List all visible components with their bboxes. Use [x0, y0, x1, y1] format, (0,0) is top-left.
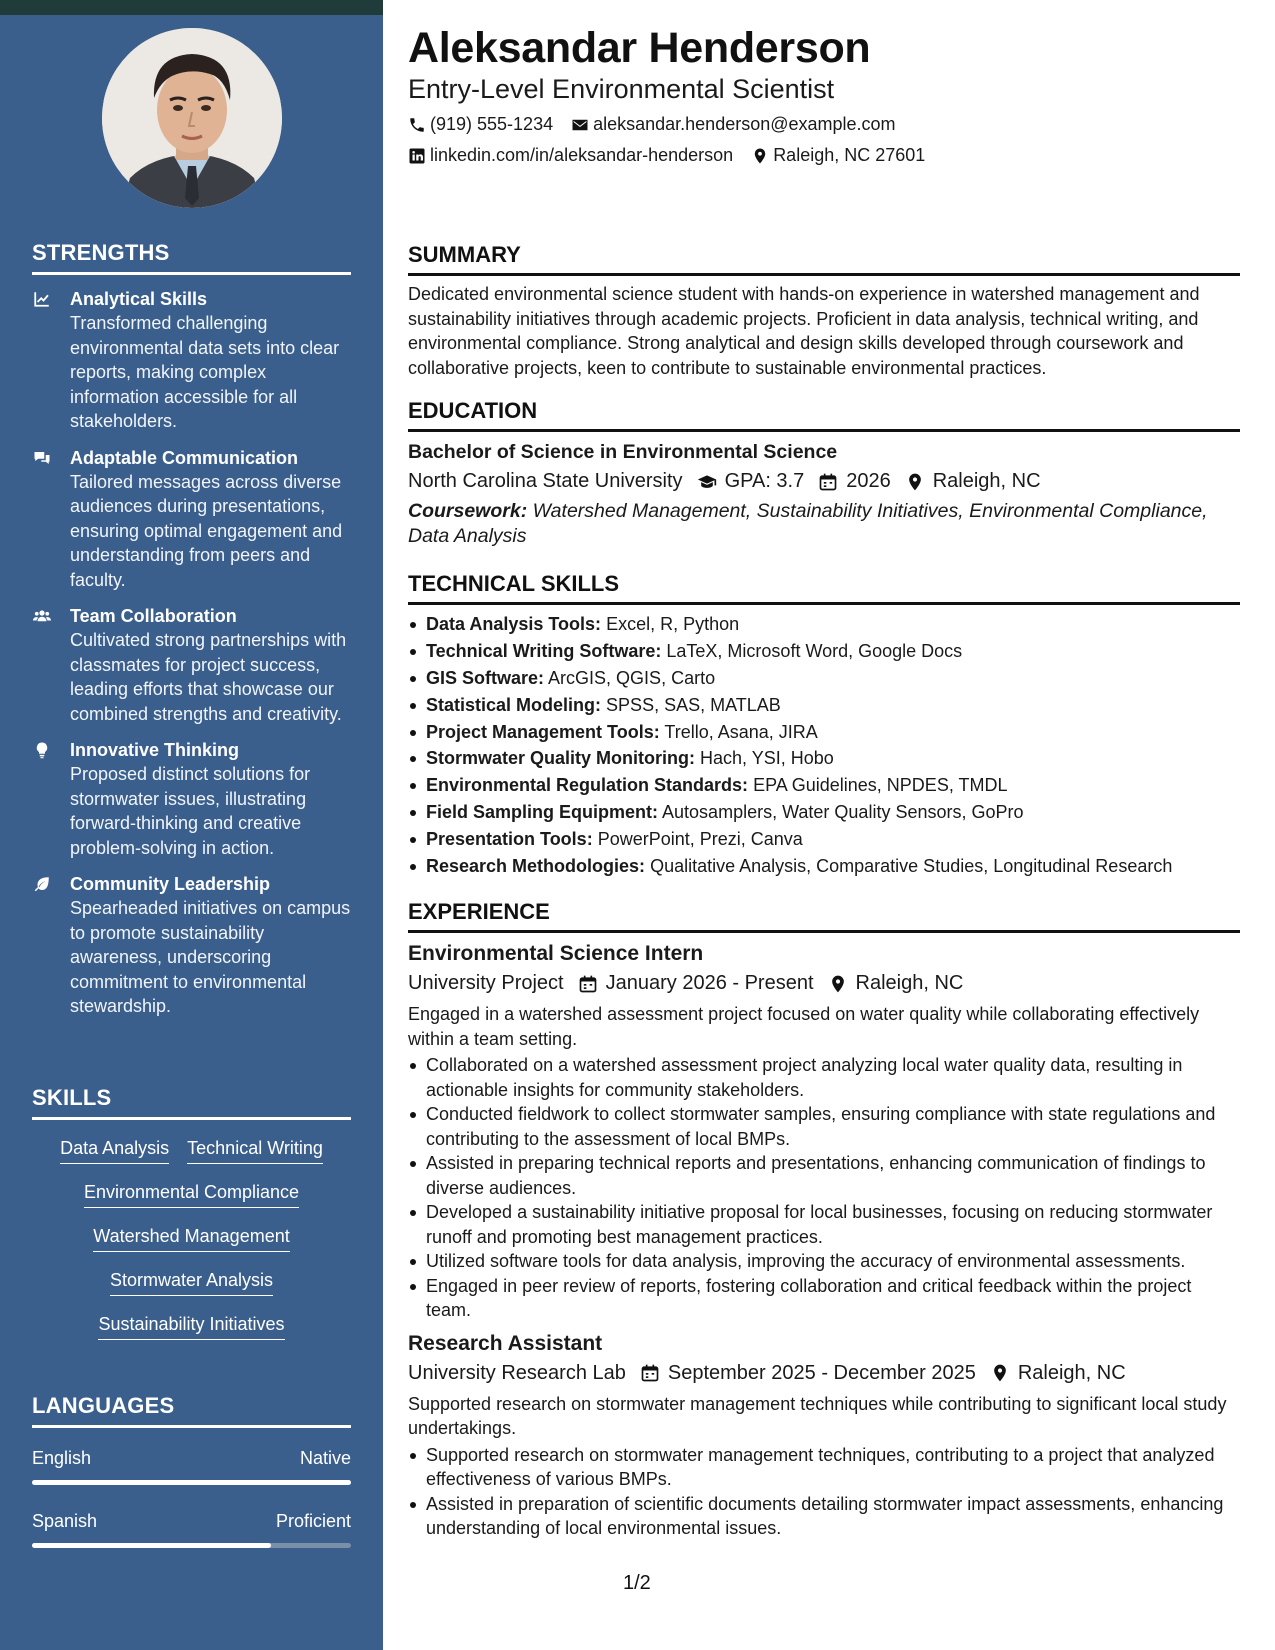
job-bullets — [408, 1443, 1240, 1541]
skills-heading: SKILLS — [32, 1085, 351, 1120]
calendar-icon — [578, 974, 598, 994]
strength-title: Innovative Thinking — [70, 740, 240, 760]
strength-item — [32, 738, 351, 860]
strength-title: Team Collaboration — [70, 606, 237, 626]
language-item — [32, 1511, 351, 1548]
skill-tag: Data Analysis — [60, 1136, 169, 1164]
strength-item — [32, 604, 351, 726]
experience-heading: EXPERIENCE — [408, 899, 1240, 933]
strength-title: Community Leadership — [70, 874, 271, 894]
technical-skill-value: PowerPoint, Prezi, Canva — [597, 829, 803, 850]
job-description: Engaged in a watershed assessment project focused on water quality while collaborating effectively within a team setting. — [408, 1004, 1200, 1049]
contact-row-2 — [408, 145, 943, 166]
job-bullet: Engaged in peer review of reports, fostering collaboration and critical feedback within the project team. — [408, 1274, 1240, 1323]
page-number: 1/2 — [623, 1572, 651, 1594]
language-proficiency-bar — [32, 1543, 351, 1548]
job-dates: September 2025 - December 2025 — [667, 1361, 976, 1384]
technical-skill-item — [408, 800, 1240, 825]
technical-skill-label: Statistical Modeling: — [426, 694, 602, 715]
sidebar-top-band — [0, 0, 383, 15]
job-meta — [408, 1362, 1240, 1385]
strength-desc: Proposed distinct solutions for stormwater issues, illustrating forward-thinking and creative problem-solving in action. — [70, 764, 311, 858]
skill-tag: Environmental Compliance — [84, 1180, 299, 1208]
envelope-icon — [571, 116, 589, 134]
job-bullet: Assisted in preparing technical reports and presentations, enhancing communication of findings to diverse audiences. — [408, 1151, 1240, 1200]
job-entry — [408, 942, 1240, 1323]
technical-skill-label: Environmental Regulation Standards: — [426, 775, 749, 796]
strength-body — [70, 446, 351, 593]
experience-list — [408, 942, 1240, 1541]
location-text: Raleigh, NC 27601 — [773, 145, 926, 165]
strength-desc: Spearheaded initiatives on campus to promote sustainability awareness, underscoring commitment to environmental stewardship. — [70, 898, 351, 1016]
users-icon — [32, 604, 70, 726]
technical-skill-item — [408, 773, 1240, 798]
profile-photo — [102, 28, 282, 208]
strength-body — [70, 872, 351, 1019]
strength-title: Analytical Skills — [70, 289, 208, 309]
linkedin-icon — [408, 147, 426, 165]
location-contact — [751, 145, 925, 166]
job-bullets — [408, 1053, 1240, 1323]
technical-skill-label: GIS Software: — [426, 667, 545, 688]
graduation-year: 2026 — [846, 470, 891, 492]
summary-text: Dedicated environmental science student with hands-on experience in watershed management and sustainability initiatives through academic projects. Proficient in data analysis, technical writing, and environmental compliance. Strong analytical and design skills developed through coursework and collaborative projects, keen to contribute to sustainable environmental practices. — [408, 284, 1200, 378]
coursework — [408, 499, 1240, 548]
language-proficiency-fill — [32, 1480, 351, 1485]
education-heading: EDUCATION — [408, 398, 1240, 432]
job-description: Supported research on stormwater management techniques while contributing to significant local study undertakings. — [408, 1393, 1227, 1438]
job-bullet: Utilized software tools for data analysis, improving the accuracy of environmental assessments. — [408, 1249, 1240, 1274]
graduation-cap-icon — [697, 472, 717, 492]
education-location: Raleigh, NC — [932, 470, 1041, 492]
strength-body — [70, 604, 351, 726]
languages-section — [32, 1393, 351, 1548]
strengths-list — [32, 287, 351, 1019]
avatar — [102, 28, 282, 208]
technical-skill-value: Qualitative Analysis, Comparative Studies, Longitudinal Research — [650, 856, 1173, 877]
job-location: Raleigh, NC — [1017, 1361, 1126, 1384]
linkedin-contact[interactable] — [408, 145, 733, 166]
degree-title: Bachelor of Science in Environmental Science — [408, 441, 838, 463]
strength-item — [32, 872, 351, 1019]
chart-line-icon — [32, 287, 70, 434]
coursework-label: Coursework: — [408, 500, 528, 522]
technical-skill-item — [408, 666, 1240, 691]
technical-skill-label: Project Management Tools: — [426, 721, 660, 742]
strength-title: Adaptable Communication — [70, 447, 299, 468]
technical-skill-label: Data Analysis Tools: — [426, 614, 602, 634]
job-bullet: Assisted in preparation of scientific documents detailing stormwater impact assessments, enhancing understanding of local environmental issues. — [408, 1492, 1240, 1541]
strength-desc: Transformed challenging environmental data sets into clear reports, making complex information accessible for all stakeholders. — [70, 313, 340, 431]
technical-skill-label: Stormwater Quality Monitoring: — [426, 748, 696, 769]
job-location: Raleigh, NC — [855, 972, 964, 994]
map-pin-icon — [905, 472, 925, 492]
job-entry — [408, 1332, 1240, 1541]
leaf-icon — [32, 872, 70, 1019]
skills-section — [32, 1085, 351, 1348]
strength-body — [70, 738, 351, 860]
language-name: English — [32, 1448, 92, 1468]
technical-skill-item — [408, 827, 1240, 852]
language-proficiency-fill — [32, 1543, 271, 1548]
job-org: University Project — [408, 972, 564, 994]
email-text: aleksandar.henderson@example.com — [593, 114, 896, 134]
skill-tag: Technical Writing — [187, 1136, 323, 1164]
technical-skill-item — [408, 720, 1240, 745]
language-level: Native — [299, 1448, 351, 1468]
job-org: University Research Lab — [408, 1361, 626, 1384]
sidebar — [0, 0, 383, 1650]
technical-skill-value: ArcGIS, QGIS, Carto — [548, 667, 716, 688]
phone-contact[interactable] — [408, 114, 553, 135]
education-meta — [408, 470, 1240, 493]
technical-skill-item — [408, 639, 1240, 664]
strength-item — [32, 287, 351, 434]
email-contact[interactable] — [571, 114, 895, 135]
technical-skills-heading: TECHNICAL SKILLS — [408, 571, 1240, 605]
map-pin-icon — [751, 147, 769, 165]
map-pin-icon — [990, 1363, 1010, 1383]
skill-tag: Stormwater Analysis — [110, 1268, 273, 1296]
lightbulb-icon — [32, 738, 70, 860]
technical-skill-item — [408, 693, 1240, 718]
summary-section — [408, 242, 1240, 380]
skill-tag: Watershed Management — [93, 1224, 289, 1252]
language-row — [32, 1511, 351, 1532]
job-title: Environmental Science Intern — [408, 942, 704, 965]
phone-icon — [408, 116, 426, 134]
technical-skill-value: Excel, R, Python — [606, 614, 740, 634]
job-dates: January 2026 - Present — [605, 972, 814, 994]
gpa-text: GPA: 3.7 — [724, 470, 805, 492]
technical-skills-list — [408, 612, 1240, 879]
technical-skill-label: Field Sampling Equipment: — [426, 802, 659, 823]
candidate-name: Aleksandar Henderson — [408, 24, 871, 72]
strengths-section — [32, 240, 351, 1019]
phone-text: (919) 555-1234 — [430, 114, 554, 134]
strength-desc: Cultivated strong partnerships with classmates for project success, leading efforts that showcase our combined strengths and creativity. — [70, 630, 347, 724]
technical-skill-value: LaTeX, Microsoft Word, Google Docs — [666, 640, 963, 661]
skill-tags — [32, 1128, 351, 1348]
technical-skill-value: SPSS, SAS, MATLAB — [606, 694, 781, 715]
strength-desc: Tailored messages across diverse audiences during presentations, ensuring optimal engagement and understanding from peers and faculty. — [70, 471, 343, 590]
technical-skill-label: Research Methodologies: — [426, 856, 646, 877]
job-title: Research Assistant — [408, 1331, 603, 1355]
education-section — [408, 398, 1240, 548]
coursework-list: Watershed Management, Sustainability Initiatives, Environmental Compliance, Data Analysis — [408, 500, 1208, 547]
language-row — [32, 1448, 351, 1469]
strength-body — [70, 287, 351, 434]
languages-list — [32, 1448, 351, 1548]
technical-skill-value: Hach, YSI, Hobo — [700, 748, 834, 769]
calendar-icon — [818, 472, 838, 492]
linkedin-text: linkedin.com/in/aleksandar-henderson — [430, 145, 734, 165]
language-item — [32, 1448, 351, 1485]
language-proficiency-bar — [32, 1480, 351, 1485]
school-name: North Carolina State University — [408, 470, 683, 492]
languages-heading: LANGUAGES — [32, 1393, 351, 1428]
job-bullet: Supported research on stormwater management techniques, contributing to a project that analyzed effectiveness of various BMPs. — [408, 1443, 1240, 1492]
contact-row-1 — [408, 114, 914, 135]
candidate-headline: Entry-Level Environmental Scientist — [408, 74, 835, 104]
job-bullet: Conducted fieldwork to collect stormwater samples, ensuring compliance with state regulations and contributing to the assessment of local BMPs. — [408, 1102, 1240, 1151]
technical-skill-item — [408, 854, 1240, 879]
strength-item — [32, 446, 351, 593]
technical-skill-item — [408, 612, 1240, 637]
job-bullet: Collaborated on a watershed assessment project analyzing local water quality data, resulting in actionable insights for community stakeholders. — [408, 1053, 1240, 1102]
job-bullet: Developed a sustainability initiative proposal for local businesses, focusing on reducing stormwater runoff and promoting best management practices. — [408, 1200, 1240, 1249]
skill-tag: Sustainability Initiatives — [98, 1312, 284, 1340]
technical-skills-section — [408, 571, 1240, 881]
technical-skill-item — [408, 746, 1240, 771]
technical-skill-value: Autosamplers, Water Quality Sensors, GoPro — [662, 802, 1024, 823]
technical-skill-value: Trello, Asana, JIRA — [664, 721, 818, 742]
comments-icon — [32, 446, 70, 593]
summary-heading: SUMMARY — [408, 242, 1240, 276]
calendar-icon — [640, 1363, 660, 1383]
technical-skill-label: Presentation Tools: — [426, 829, 593, 850]
language-level: Proficient — [275, 1511, 351, 1531]
job-meta — [408, 972, 1240, 995]
map-pin-icon — [828, 974, 848, 994]
experience-section — [408, 899, 1240, 1541]
technical-skill-value: EPA Guidelines, NPDES, TMDL — [753, 775, 1008, 796]
language-name: Spanish — [32, 1511, 98, 1531]
technical-skill-label: Technical Writing Software: — [426, 640, 662, 661]
strengths-heading: STRENGTHS — [32, 240, 351, 275]
